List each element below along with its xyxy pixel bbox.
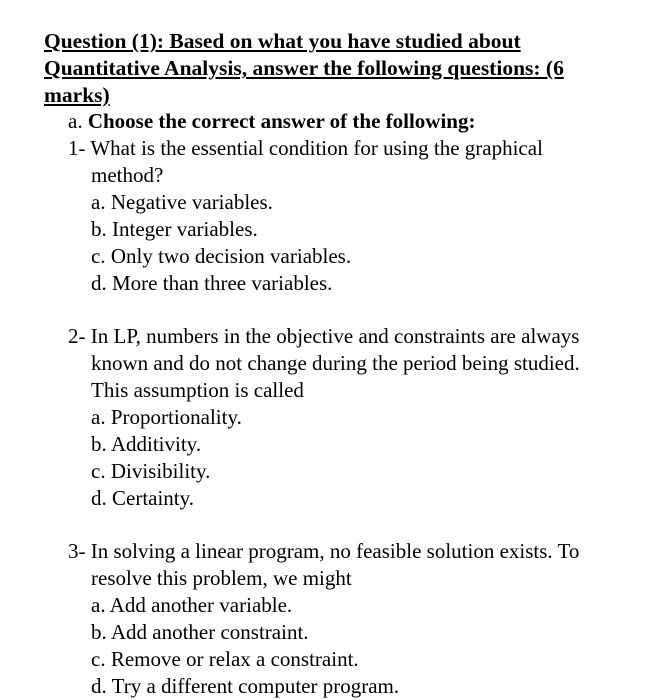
question-3-option-d: d. Try a different computer program. xyxy=(91,674,400,698)
question-2-option-a: a. Proportionality. xyxy=(91,405,242,429)
instruction-label: a. xyxy=(68,109,83,133)
question-1-stem-line: method? xyxy=(91,163,164,187)
question-1-stem-line: 1- What is the essential condition for using the graphical xyxy=(68,136,543,160)
question-3-stem-line: 3- In solving a linear program, no feasible solution exists. To xyxy=(68,539,580,563)
question-2-stem-line: 2- In LP, numbers in the objective and constraints are always xyxy=(68,324,580,348)
question-1-option-c: c. Only two decision variables. xyxy=(91,244,352,268)
question-1-option-d: d. More than three variables. xyxy=(91,271,333,295)
question-1-option-a: a. Negative variables. xyxy=(91,190,273,214)
instruction xyxy=(68,108,475,135)
question-2-option-d: d. Certainty. xyxy=(91,486,195,510)
heading-line-2: Quantitative Analysis, answer the following questions: (6 xyxy=(44,56,564,80)
question-3-option-b: b. Add another constraint. xyxy=(91,620,309,644)
question-3-option-a: a. Add another variable. xyxy=(91,593,293,617)
instruction-text: Choose the correct answer of the following: xyxy=(87,109,476,133)
heading-line-1: Question (1): Based on what you have studied about xyxy=(44,29,521,53)
question-2 xyxy=(68,323,648,512)
question-1 xyxy=(68,135,648,297)
question-heading xyxy=(44,28,644,109)
heading-line-3: marks) xyxy=(44,83,110,107)
question-1-option-b: b. Integer variables. xyxy=(91,217,258,241)
question-2-stem-line: known and do not change during the period being studied. xyxy=(91,351,580,375)
question-3 xyxy=(68,538,648,700)
question-2-stem-line: This assumption is called xyxy=(91,378,304,402)
question-3-option-c: c. Remove or relax a constraint. xyxy=(91,647,359,671)
question-3-stem-line: resolve this problem, we might xyxy=(91,566,352,590)
question-2-option-b: b. Additivity. xyxy=(91,432,202,456)
question-2-option-c: c. Divisibility. xyxy=(91,459,211,483)
